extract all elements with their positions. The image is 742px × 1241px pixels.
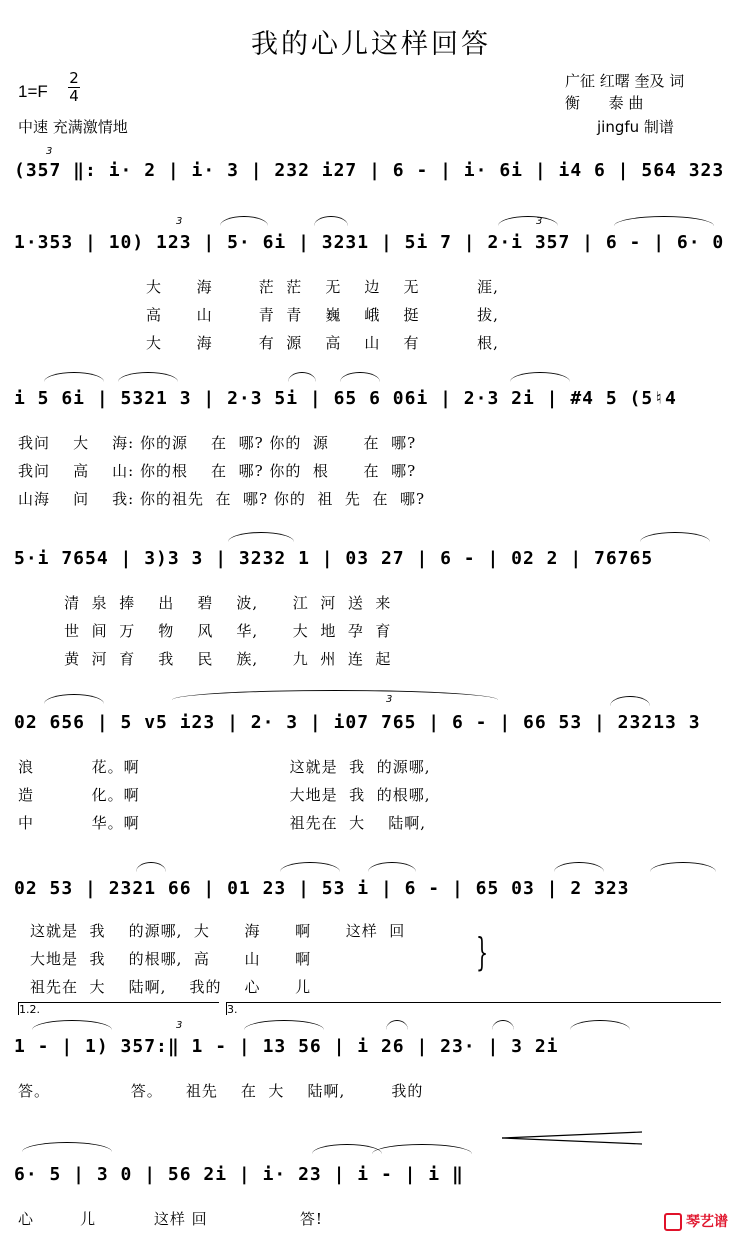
triplet-mark: 3 <box>386 694 393 705</box>
notes-row-8: 6· 5 | 3 0 | 56 2i | i· 23 | i - | i ‖ <box>14 1164 464 1185</box>
slur <box>32 1020 112 1030</box>
time-signature: 2 4 <box>69 69 79 105</box>
slur <box>314 216 348 226</box>
page-title: 我的心儿这样回答 <box>251 29 491 60</box>
slur <box>610 696 650 706</box>
lyric-line: 高 山 青 青 巍 峨 挺 拔, <box>146 306 499 324</box>
volta-second: 3. <box>226 1002 721 1015</box>
slur <box>228 532 294 542</box>
lyric-line: 黄 河 育 我 民 族, 九 州 连 起 <box>18 650 392 668</box>
lyric-line: 大 海 有 源 高 山 有 根, <box>146 334 499 352</box>
lyricist-credit: 广征 红曙 奎及 词 <box>565 72 685 90</box>
notes-row-3: i 5 6i | 5321 3 | 2·3 5i | 65 6 06i | 2·3 2i | #4 5 (5♮4 <box>14 388 677 409</box>
lyric-line: 造 化。啊 大地是 我 的根哪, <box>18 786 431 804</box>
slur <box>340 372 380 382</box>
triplet-mark: 3 <box>46 146 53 157</box>
slur <box>244 1020 324 1030</box>
lyric-line: 我问 高 山: 你的根 在 哪? 你的 根 在 哪? <box>18 462 417 480</box>
notes-row-7: 1 - | 1) 357:‖ 1 - | 13 56 | i 26 | 23· | 3 2i <box>14 1036 559 1057</box>
slur <box>136 862 166 872</box>
slur <box>650 862 716 872</box>
site-watermark: 琴艺谱 <box>664 1211 728 1231</box>
lyric-line: 答。 答。 祖先 在 大 陆啊, 我的 <box>18 1082 424 1100</box>
slur <box>368 862 416 872</box>
lyric-line: 大 海 茫 茫 无 边 无 涯, <box>146 278 499 296</box>
slur <box>118 372 178 382</box>
triplet-mark: 3 <box>536 216 543 227</box>
brace: } <box>476 930 489 974</box>
slur <box>498 216 558 226</box>
slur <box>288 372 316 382</box>
decrescendo-mark <box>502 1130 642 1144</box>
key-signature: 1=F <box>18 82 48 101</box>
lyric-line: 心 儿 这样 回 答! <box>18 1210 323 1228</box>
lyric-line: 祖先在 大 陆啊, 我的 心 儿 <box>30 978 312 996</box>
lyric-line: 清 泉 捧 出 碧 波, 江 河 送 来 <box>18 594 392 612</box>
transcriber-credit: jingfu 制谱 <box>597 118 674 136</box>
slur <box>510 372 570 382</box>
notes-row-6: 02 53 | 2321 66 | 01 23 | 53 i | 6 - | 65 03 | 2 323 <box>14 878 630 899</box>
tempo-marking: 中速 充满激情地 <box>18 118 128 136</box>
slur <box>280 862 340 872</box>
notes-row-5: 02 656 | 5 v5 i23 | 2· 3 | i07 765 | 6 - | 66 53 | 23213 3 <box>14 712 701 733</box>
slur <box>22 1142 112 1152</box>
volta-first: 1.2. <box>18 1002 219 1015</box>
slur <box>44 372 104 382</box>
slur <box>640 532 710 542</box>
composer-credit: 衡 泰 曲 <box>565 94 644 112</box>
lyric-line: 这就是 我 的源哪, 大 海 啊 这样 回 <box>30 922 406 940</box>
slur <box>570 1020 630 1030</box>
slur <box>614 216 714 226</box>
lyric-line: 中 华。啊 祖先在 大 陆啊, <box>18 814 427 832</box>
slur <box>492 1020 514 1030</box>
notes-row-4: 5·i 7654 | 3)3 3 | 3232 1 | 03 27 | 6 - | 02 2 | 76765 <box>14 548 654 569</box>
lyric-line: 我问 大 海: 你的源 在 哪? 你的 源 在 哪? <box>18 434 417 452</box>
slur <box>172 690 498 700</box>
slur <box>386 1020 408 1030</box>
notes-row-2: 1·353 | 10) 123 | 5· 6i | 3231 | 5i 7 | 2·i 357 | 6 - | 6· 0 <box>14 232 725 253</box>
notes-row-1: (357 ‖: i· 2 | i· 3 | 232 i27 | 6 - | i· 6i | i4 6 | 564 323 <box>14 160 725 181</box>
lyric-line: 大地是 我 的根哪, 高 山 啊 <box>30 950 312 968</box>
triplet-mark: 3 <box>176 216 183 227</box>
lyric-line: 山海 问 我: 你的祖先 在 哪? 你的 祖 先 在 哪? <box>18 490 426 508</box>
slur <box>372 1144 472 1154</box>
slur <box>44 694 104 704</box>
lyric-line: 浪 花。啊 这就是 我 的源哪, <box>18 758 431 776</box>
slur <box>554 862 604 872</box>
slur <box>220 216 268 226</box>
triplet-mark: 3 <box>176 1020 183 1031</box>
lyric-line: 世 间 万 物 风 华, 大 地 孕 育 <box>18 622 392 640</box>
logo-icon <box>664 1213 682 1231</box>
